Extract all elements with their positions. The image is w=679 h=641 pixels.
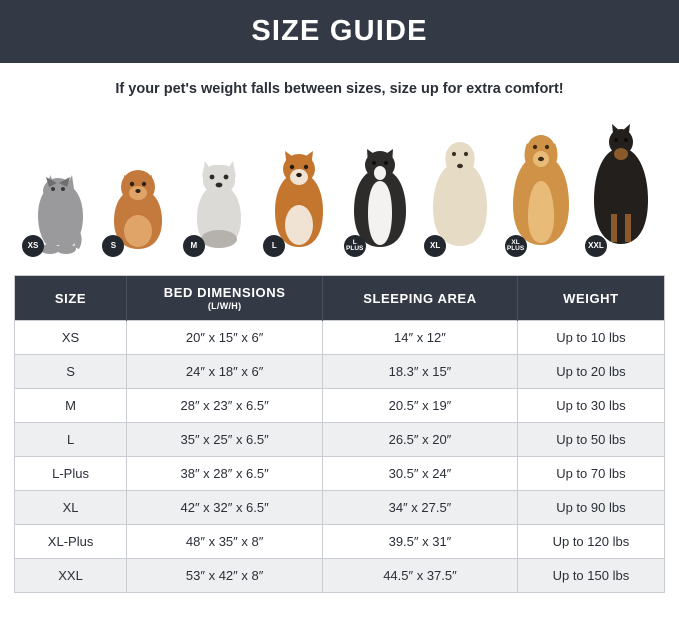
size-table-head [15, 276, 664, 321]
pet-illustration-xl [422, 115, 498, 259]
table-row [15, 321, 664, 355]
table-row [15, 389, 664, 423]
cell-bed-dimensions: 42″ x 32″ x 6.5″ [127, 491, 323, 525]
pet-illustrations-row [14, 115, 665, 265]
cell-size: L [15, 423, 127, 457]
cell-sleeping-area: 39.5″ x 31″ [323, 525, 518, 559]
size-badge-m: M [183, 235, 205, 257]
cell-size: XXL [15, 559, 127, 593]
pet-illustration-l [261, 115, 337, 259]
cell-bed-dimensions: 38″ x 28″ x 6.5″ [127, 457, 323, 491]
table-header-row [15, 276, 664, 321]
cell-bed-dimensions: 53″ x 42″ x 8″ [127, 559, 323, 593]
cell-sleeping-area: 30.5″ x 24″ [323, 457, 518, 491]
cell-size: S [15, 355, 127, 389]
size-badge-xs: XS [22, 235, 44, 257]
cell-sleeping-area: 18.3″ x 15″ [323, 355, 518, 389]
pet-illustration-l-plus [342, 115, 418, 259]
cell-size: XL-Plus [15, 525, 127, 559]
cell-sleeping-area: 20.5″ x 19″ [323, 389, 518, 423]
size-badge-l-plus-line2: PLUS [346, 245, 364, 252]
pet-illustration-m [181, 115, 257, 259]
size-badge-l-plus-line1: L [352, 238, 357, 246]
table-row [15, 525, 664, 559]
cell-weight: Up to 150 lbs [517, 559, 664, 593]
table-row [15, 457, 664, 491]
column-header-size-label: SIZE [54, 290, 87, 306]
subtitle-section [0, 63, 679, 115]
pet-illustration-xxl [583, 115, 659, 259]
cell-sleeping-area: 44.5″ x 37.5″ [323, 559, 518, 593]
column-header-sleeping-area-label: SLEEPING AREA [363, 290, 477, 306]
cell-sleeping-area: 26.5″ x 20″ [323, 423, 518, 457]
cell-weight: Up to 120 lbs [517, 525, 664, 559]
cell-weight: Up to 70 lbs [517, 457, 664, 491]
size-badge-l: L [263, 235, 285, 257]
column-header-sleeping-area [323, 276, 518, 321]
size-badge-xl-plus-line2: PLUS [506, 245, 525, 252]
column-header-bed-dimensions-label: BED DIMENSIONS [163, 285, 286, 300]
size-table-body [15, 321, 664, 593]
page-title: SIZE GUIDE [251, 15, 428, 47]
pet-illustration-s [100, 115, 176, 259]
cell-weight: Up to 30 lbs [517, 389, 664, 423]
cell-size: XS [15, 321, 127, 355]
size-badge-s: S [102, 235, 124, 257]
table-row [15, 423, 664, 457]
cell-bed-dimensions: 20″ x 15″ x 6″ [127, 321, 323, 355]
table-row [15, 355, 664, 389]
size-badge-l-plus [344, 235, 366, 257]
cell-size: L-Plus [15, 457, 127, 491]
column-header-bed-dimensions [127, 276, 323, 321]
cell-weight: Up to 90 lbs [517, 491, 664, 525]
cell-bed-dimensions: 48″ x 35″ x 8″ [127, 525, 323, 559]
pet-illustration-xl-plus [503, 115, 579, 259]
cell-weight: Up to 50 lbs [517, 423, 664, 457]
cell-size: M [15, 389, 127, 423]
table-row [15, 559, 664, 593]
column-header-weight-label: WEIGHT [563, 290, 619, 306]
cell-bed-dimensions: 24″ x 18″ x 6″ [127, 355, 323, 389]
size-badge-xl-plus-line1: XL [511, 238, 520, 246]
cell-sleeping-area: 14″ x 12″ [323, 321, 518, 355]
table-row [15, 491, 664, 525]
size-badge-xxl: XXL [585, 235, 607, 257]
size-table [15, 276, 664, 592]
cell-weight: Up to 10 lbs [517, 321, 664, 355]
size-badge-xl-plus [505, 235, 527, 257]
size-badge-xl: XL [424, 235, 446, 257]
cell-sleeping-area: 34″ x 27.5″ [323, 491, 518, 525]
cell-size: XL [15, 491, 127, 525]
column-header-size [15, 276, 127, 321]
column-header-weight [517, 276, 664, 321]
cell-weight: Up to 20 lbs [517, 355, 664, 389]
subtitle-text: If your pet's weight falls between sizes, size up for extra comfort! [115, 81, 564, 97]
size-table-container [14, 275, 665, 593]
pet-illustration-xs [20, 115, 96, 259]
page-header [0, 0, 679, 63]
column-header-bed-dimensions-sub: (L/W/H) [207, 301, 242, 311]
cell-bed-dimensions: 28″ x 23″ x 6.5″ [127, 389, 323, 423]
cell-bed-dimensions: 35″ x 25″ x 6.5″ [127, 423, 323, 457]
